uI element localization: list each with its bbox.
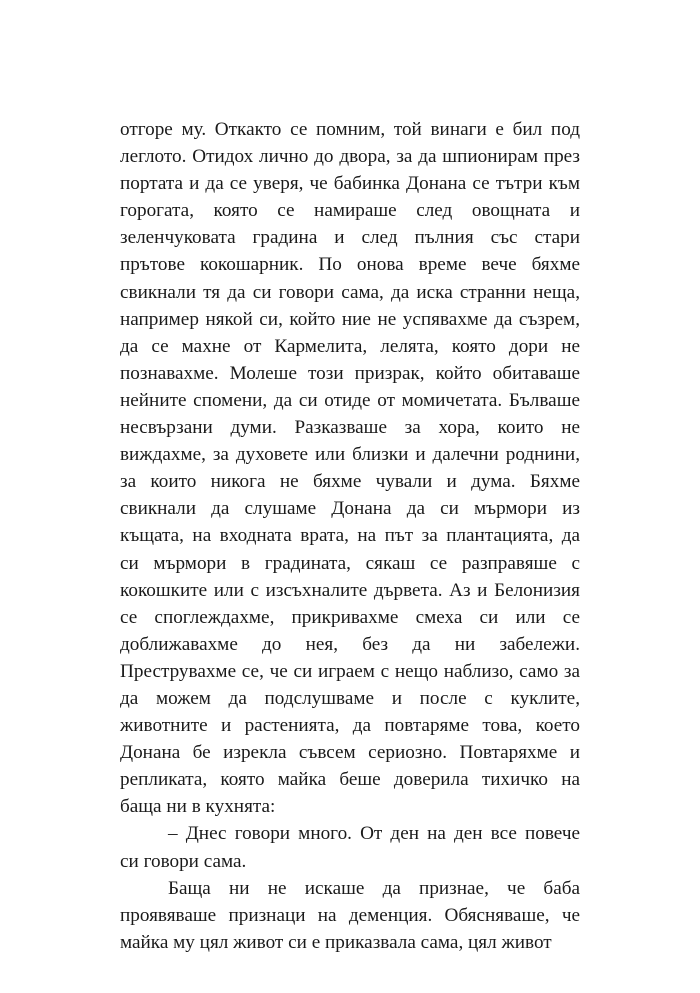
text-line: свикнали да слушаме Донана да си мърмори из <box>120 498 580 520</box>
text-line: зеленчуковата градина и след пълния със стари <box>120 227 580 249</box>
text-line: проявяваше признаци на деменция. Обясняваше, че <box>120 904 580 926</box>
text-line: доближавахме до нея, без да ни забележи. <box>120 633 580 655</box>
text-line: кокошките или с изсъхналите дървета. Аз и Белонизия <box>120 579 580 601</box>
text-line: портата и да се уверя, че бабинка Донана се тътри към <box>120 173 580 195</box>
text-line: нейните спомени, да си отиде от момичетата. Бълваше <box>120 389 580 411</box>
text-line: виждахме, за духовете или близки и далечни роднини, <box>120 444 580 466</box>
text-line: прътове кокошарник. По онова време вече бяхме <box>120 254 580 276</box>
text-line: за които никога не бяхме чували и дума. Бяхме <box>120 471 580 493</box>
text-line: несвързани думи. Разказваше за хора, които не <box>120 417 580 439</box>
text-line: например някой си, който ние не успявахме да съзрем, <box>120 308 580 330</box>
text-line: да се махне от Кармелита, лелята, която дори не <box>120 335 580 357</box>
paragraph <box>120 116 580 820</box>
text-line: отгоре му. Откакто се помним, той винаги е бил под <box>120 119 580 140</box>
text-line: животните и растенията, да повтаряме това, което <box>120 715 580 737</box>
text-line: свикнали тя да си говори сама, да иска странни неща, <box>120 281 580 303</box>
paragraph <box>120 875 580 956</box>
text-line: Донана бе изрекла съвсем сериозно. Повтаряхме и <box>120 742 580 764</box>
body-text <box>120 116 580 956</box>
paragraph <box>120 820 580 874</box>
text-line: горогата, която се намираше след овощната и <box>120 200 580 222</box>
text-line: баща ни в кухнята: <box>120 796 276 818</box>
text-line: Баща ни не искаше да признае, че баба <box>168 877 580 899</box>
text-line: – Днес говори много. От ден на ден все повече <box>168 823 580 845</box>
text-line: си мърмори в градината, сякаш се разправяше с <box>120 552 580 574</box>
text-line: майка му цял живот си е приказвала сама, цял живот <box>120 931 552 953</box>
text-line: къщата, на входната врата, на път за плантацията, да <box>120 525 580 547</box>
text-line: се споглеждахме, прикривахме смеха си или се <box>120 606 580 628</box>
text-line: да можем да подслушваме и после с куклите, <box>120 687 580 709</box>
text-line: познавахме. Молеше този призрак, който обитаваше <box>120 362 580 384</box>
text-line: леглото. Отидох лично до двора, за да шпионирам през <box>120 146 580 168</box>
text-line: Преструвахме се, че си играем с нещо наблизо, само за <box>120 660 580 682</box>
text-line: репликата, която майка беше доверила тихичко на <box>120 769 580 791</box>
text-line: си говори сама. <box>120 850 247 872</box>
